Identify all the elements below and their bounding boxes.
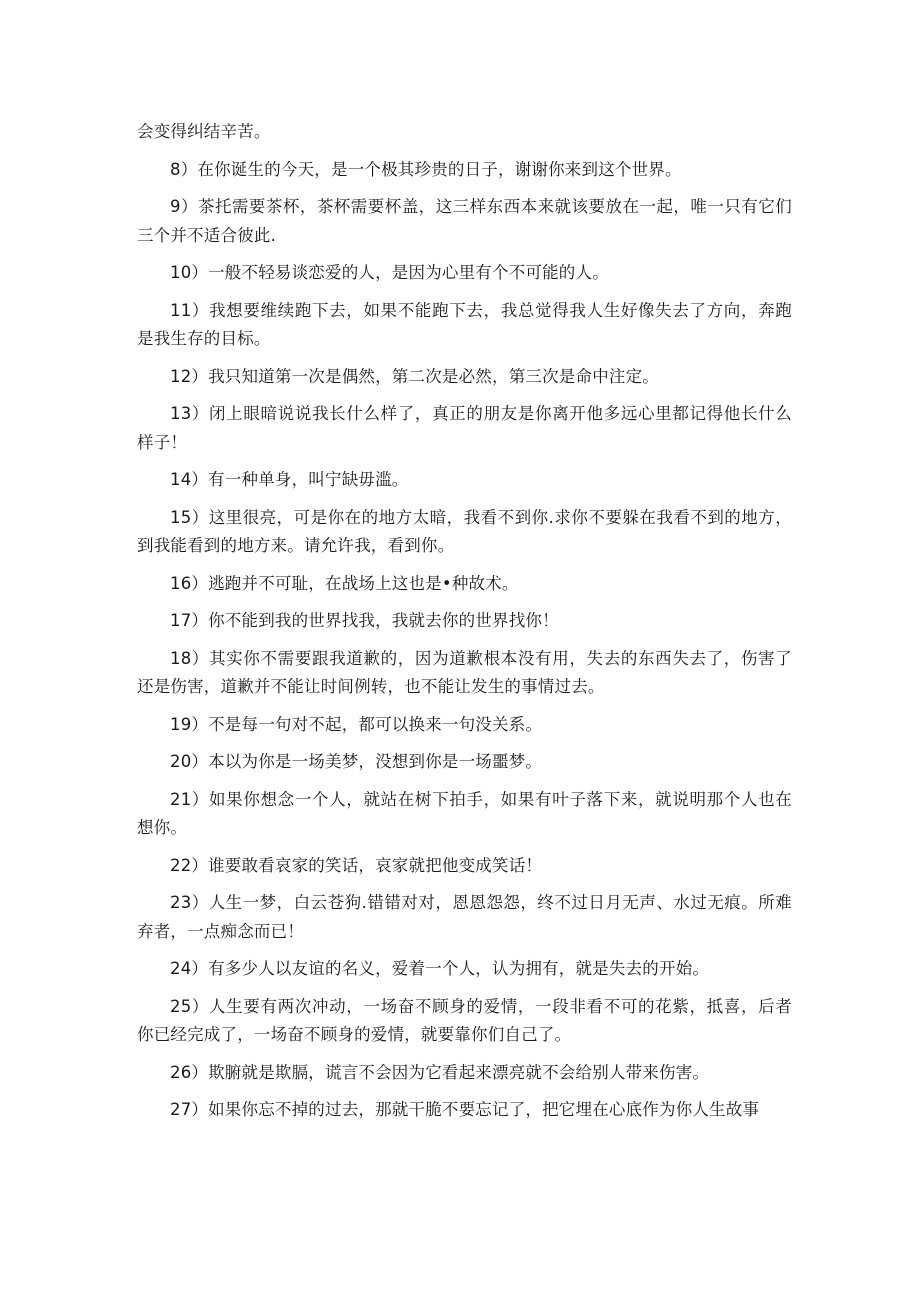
paragraph-item-10: 10）一般不轻易谈恋爱的人，是因为心里有个不可能的人。 — [170, 263, 609, 282]
paragraph-item-20: 20）本以为你是一场美梦，没想到你是一场噩梦。 — [170, 752, 543, 771]
paragraph-item-22: 22）谁要敢看哀家的笑话，哀家就把他变成笑话！ — [170, 855, 543, 875]
paragraph-continuation: 会变得纠结辛苦。 — [137, 122, 271, 141]
paragraph-item-17: 17）你不能到我的世界找我，我就去你的世界找你！ — [170, 611, 559, 630]
paragraph-item-14: 14）有一种单身，叫宁缺毋滥。 — [170, 470, 409, 489]
paragraph-item-19: 19）不是每一句对不起，都可以换来一句没关系。 — [170, 714, 543, 734]
paragraph-item-24: 24）有多少人以友谊的名义，爱着一个人，认为拥有，就是失去的开始。 — [170, 959, 710, 978]
paragraph-item-15: 15）这里很亮，可是你在的地方太暗，我看不到你.求你不要躲在我看不到的地方，到我能看到的地方来。请允许我，看到你。 — [137, 507, 792, 555]
paragraph-item-26: 26）欺腑就是欺膈，谎言不会因为它看起来漂亮就不会给别人带来伤害。 — [170, 1062, 710, 1082]
paragraph-item-25: 25）人生要有两次冲动，一场奋不顾身的爱情，一段非看不可的花紫，抵喜，后者你已经完成了，一场奋不顾身的爱情，就要靠你们自己了。 — [137, 996, 792, 1044]
paragraph-item-12: 12）我只知道第一次是偶然，第二次是必然，第三次是命中注定。 — [170, 366, 659, 386]
paragraph-item-9: 9）茶托需要茶杯，茶杯需要杯盖，这三样东西本来就该要放在一起，唯一只有它们三个并不适合彼此. — [137, 197, 792, 245]
paragraph-item-11: 11）我想要维续跑下去，如果不能跑下去，我总觉得我人生好像失去了方向，奔跑是我生存的目标。 — [137, 300, 792, 348]
paragraph-item-18: 18）其实你不需要跟我道歉的，因为道歉根本没有用，失去的东西失去了，伤害了还是伤害，道歉并不能让时间例转，也不能让发生的事情过去。 — [137, 648, 792, 696]
paragraph-item-23: 23）人生一梦，白云苍狗.错错对对，恩恩怨怨，终不过日月无声、水过无痕。所难弃者，一点痴念而已！ — [137, 893, 792, 941]
paragraph-item-21: 21）如果你想念一个人，就站在树下拍手，如果有叶子落下来，就说明那个人也在想你。 — [137, 789, 792, 837]
document-body — [137, 118, 792, 1134]
paragraph-item-16: 16）逃跑并不可耻，在战场上这也是•种故术。 — [170, 573, 519, 593]
paragraph-item-27: 27）如果你忘不掉的过去，那就干脆不要忘记了，把它埋在心底作为你人生故事 — [170, 1100, 760, 1119]
paragraph-item-8: 8）在你诞生的今天，是一个极其珍贵的日子，谢谢你来到这个世界。 — [170, 159, 682, 179]
paragraph-item-13: 13）闭上眼暗说说我长什么样了，真正的朋友是你离开他多远心里都记得他长什么样子！ — [137, 404, 792, 452]
